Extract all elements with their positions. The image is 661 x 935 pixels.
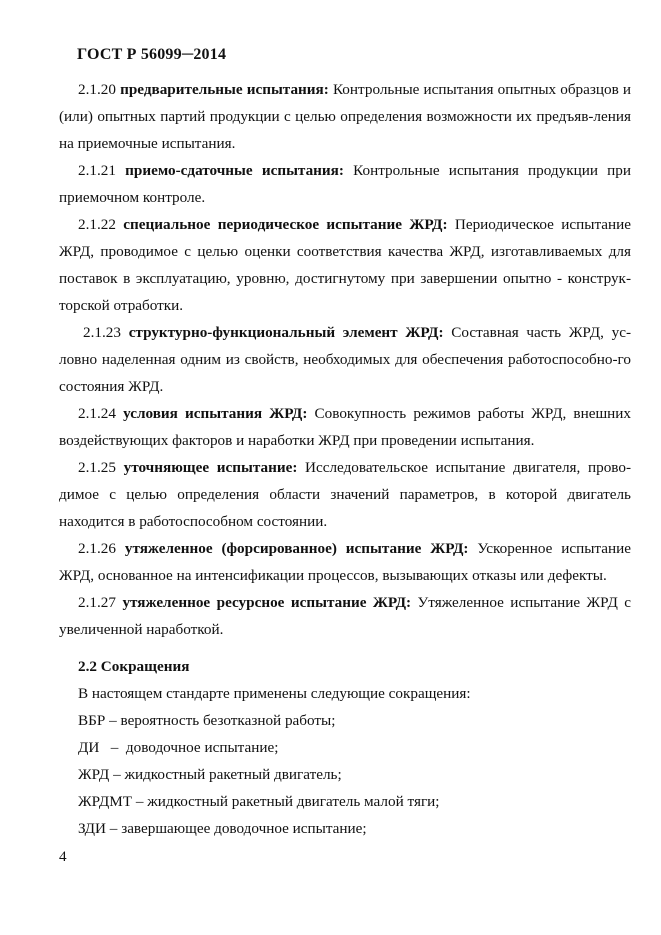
definition-text: Исследовательское испытание двигателя, прово-димое с целью определения области значений параметров, в которой двигатель находится в работоспособном состоянии. <box>59 459 632 530</box>
definition-term: предварительные испытания: <box>120 81 329 98</box>
document-body <box>59 76 631 842</box>
section-title: 2.2 Сокращения <box>78 658 190 675</box>
definition-2-1-20 <box>59 76 631 157</box>
definition-term: приемо-сдаточные испытания: <box>125 162 344 179</box>
definition-text: Контрольные испытания продукции при приемочном контроле. <box>59 162 631 206</box>
abbreviation-item: ЖРДМТ – жидкостный ракетный двигатель малой тяги; <box>78 793 440 810</box>
definition-term: утяжеленное (форсированное) испытание ЖРД: <box>124 540 469 557</box>
definition-term: специальное периодическое испытание ЖРД: <box>123 216 448 233</box>
definition-2-1-22 <box>59 211 631 319</box>
definition-number: 2.1.25 <box>78 459 116 476</box>
document-header: ГОСТ Р 56099─2014 <box>77 46 227 63</box>
definition-number: 2.1.27 <box>78 594 116 611</box>
definition-term: условия испытания ЖРД: <box>123 405 308 422</box>
definition-2-1-23 <box>59 319 631 400</box>
definition-term: структурно-функциональный элемент ЖРД: <box>128 324 444 341</box>
abbreviation-item: ДИ – доводочное испытание; <box>78 739 279 756</box>
section-intro: В настоящем стандарте применены следующие сокращения: <box>78 685 471 702</box>
definition-text: Периодическое испытание ЖРД, проводимое с целью оценки соответствия качества ЖРД, изготавливаемых для поставок в эксплуатацию, уровню, достигнутому при завершении опытно - конструк-торской отработки. <box>59 216 632 314</box>
definition-2-1-26 <box>59 535 631 589</box>
definition-text: Составная часть ЖРД, ус-ловно наделенная одним из свойств, необходимых для обеспечения работоспособно-го состояния ЖРД. <box>59 324 631 395</box>
definition-text: Совокупность режимов работы ЖРД, внешних воздействующих факторов и наработки ЖРД при проведении испытания. <box>59 405 632 449</box>
definition-2-1-21 <box>59 157 631 211</box>
definition-text: Утяжеленное испытание ЖРД с увеличенной наработкой. <box>59 594 632 638</box>
definition-text: Контрольные испытания опытных образцов и (или) опытных партий продукции с целью определения возможности их предъяв-ления на приемочные испытания. <box>59 81 632 152</box>
definition-number: 2.1.24 <box>78 405 116 422</box>
definition-2-1-27 <box>59 589 631 643</box>
definition-number: 2.1.21 <box>78 162 116 179</box>
abbreviation-item: ВБР – вероятность безотказной работы; <box>78 712 336 729</box>
definition-2-1-25 <box>59 454 631 535</box>
abbreviation-item: ЗДИ – завершающее доводочное испытание; <box>78 820 367 837</box>
page-number: 4 <box>59 848 67 865</box>
definition-text: Ускоренное испытание ЖРД, основанное на интенсификации процессов, вызывающих отказы или дефекты. <box>59 540 631 584</box>
definition-number: 2.1.23 <box>83 324 121 341</box>
definition-number: 2.1.20 <box>78 81 116 98</box>
abbreviation-item: ЖРД – жидкостный ракетный двигатель; <box>78 766 342 783</box>
definition-number: 2.1.22 <box>78 216 116 233</box>
definition-term: утяжеленное ресурсное испытание ЖРД: <box>122 594 412 611</box>
definition-term: уточняющее испытание: <box>123 459 298 476</box>
definition-number: 2.1.26 <box>78 540 116 557</box>
definition-2-1-24 <box>59 400 631 454</box>
